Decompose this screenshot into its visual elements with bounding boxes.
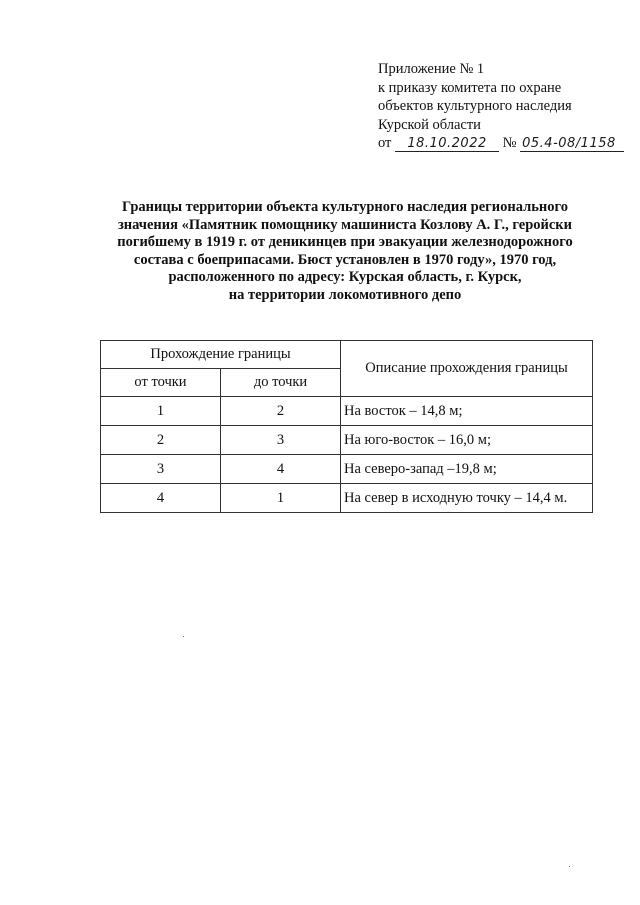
- scan-speck: [183, 636, 184, 637]
- table-row: [101, 455, 593, 484]
- order-number: 05.4-08/1158: [520, 137, 624, 152]
- table-row: [101, 426, 593, 455]
- appendix-date-number-line: [378, 134, 628, 153]
- title-line: погибшему в 1919 г. от деникинцев при эвакуации железнодорожного: [117, 234, 573, 250]
- title-line: значения «Памятник помощнику машиниста Козлову А. Г., геройски: [117, 216, 573, 233]
- order-date: 18.10.2022: [395, 137, 499, 152]
- scan-speck: [569, 866, 570, 867]
- appendix-title: Приложение № 1: [378, 61, 485, 77]
- title-line: на территории локомотивного депо: [228, 286, 462, 303]
- description-cell: На восток – 14,8 м;: [341, 397, 593, 426]
- table-row: [101, 397, 593, 426]
- from-point-cell: 4: [101, 484, 221, 513]
- appendix-committee-line: объектов культурного наследия: [378, 98, 572, 114]
- from-point-cell: 3: [101, 455, 221, 484]
- appendix-region-line: Курской области: [378, 116, 481, 133]
- description-cell: На северо-запад –19,8 м;: [341, 455, 593, 484]
- title-line: расположенного по адресу: Курская область, г. Курск,: [168, 269, 522, 285]
- appendix-block: [378, 60, 628, 153]
- header-boundary-description: Описание прохождения границы: [341, 341, 593, 397]
- title-line: состава с боеприпасами. Бюст установлен в 1970 году», 1970 год,: [133, 251, 557, 268]
- to-point-cell: 4: [221, 455, 341, 484]
- header-boundary-pass: Прохождение границы: [101, 341, 341, 369]
- boundary-table: [100, 340, 593, 513]
- header-to-point: до точки: [221, 369, 341, 397]
- to-point-cell: 3: [221, 426, 341, 455]
- description-cell: На юго-восток – 16,0 м;: [341, 426, 593, 455]
- from-point-cell: 2: [101, 426, 221, 455]
- from-point-cell: 1: [101, 397, 221, 426]
- title-line: Границы территории объекта культурного наследия регионального: [122, 199, 568, 215]
- table-row: [101, 484, 593, 513]
- number-prefix: №: [502, 135, 517, 151]
- description-cell: На север в исходную точку – 14,4 м.: [341, 484, 593, 513]
- appendix-order-line: к приказу комитета по охране: [378, 79, 562, 96]
- date-prefix: от: [378, 135, 392, 151]
- to-point-cell: 1: [221, 484, 341, 513]
- document-title: [90, 199, 600, 304]
- header-from-point: от точки: [101, 369, 221, 397]
- to-point-cell: 2: [221, 397, 341, 426]
